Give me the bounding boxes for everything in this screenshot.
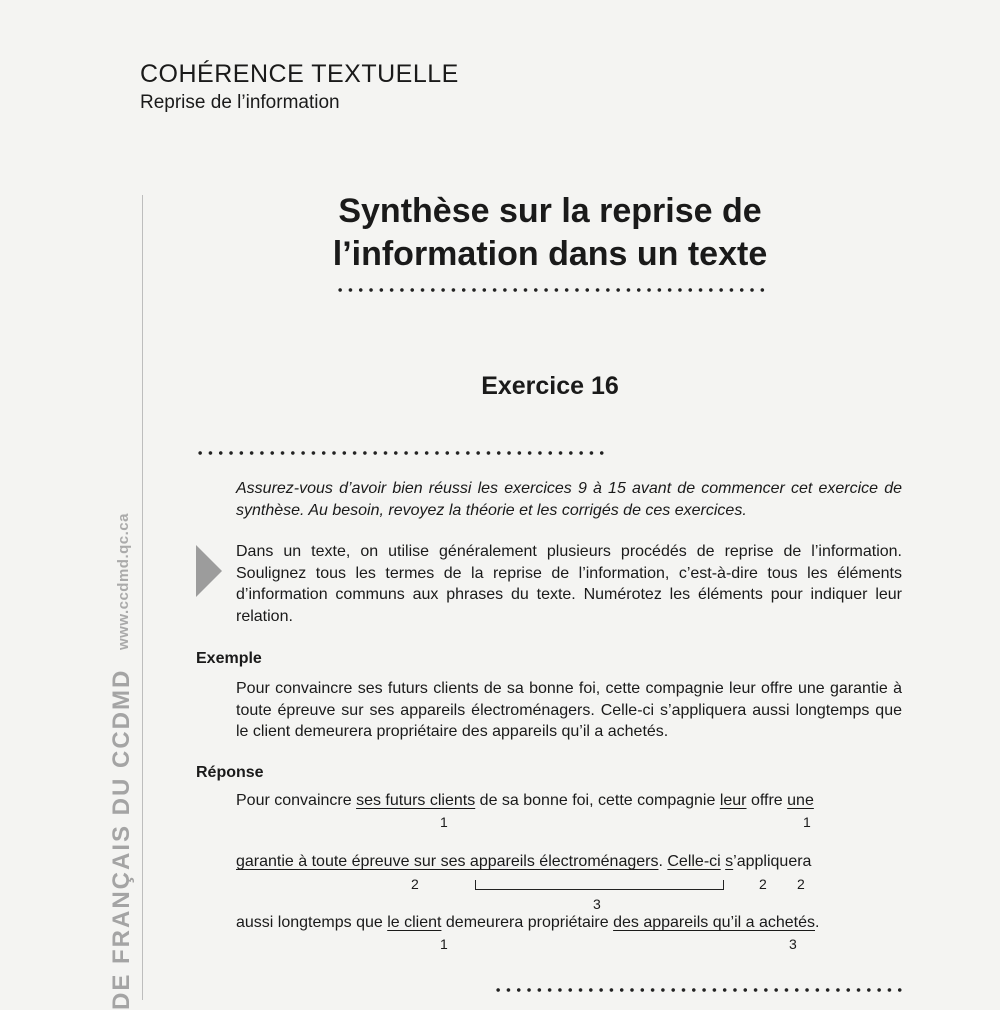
page-title <box>320 190 780 276</box>
answer-line-2: garantie à toute épreuve sur ses appareils électroménagers. Celle-ci s’appliquera <box>236 853 812 870</box>
reprise-number: 3 <box>789 936 797 952</box>
instruction-text: Dans un texte, on utilise généralement plusieurs procédés de reprise de l’information. Soulignez tous les termes de la reprise de l’information, c’est-à-dire tous les éléments d’information communs aux phrases du texte. Numérotez les éléments pour indiquer leur relation. <box>236 543 902 625</box>
reprise-number: 1 <box>803 814 811 830</box>
reprise-number: 2 <box>759 876 767 892</box>
instruction-note: Assurez-vous d’avoir bien réussi les exercices 9 à 15 avant de commencer cet exercice de synthèse. Au besoin, revoyez la théorie et les corrigés de ces exercices. <box>236 480 902 519</box>
example-text: Pour convaincre ses futurs clients de sa bonne foi, cette compagnie leur offre une garantie à toute épreuve sur ses appareils électroménagers. Celle-ci s’appliquera aussi longtemps que le client demeurera propriétaire des appareils qu’il a achetés. <box>236 680 902 740</box>
reprise-term: garantie à toute épreuve sur ses appareils électroménagers <box>236 853 659 870</box>
reprise-term: Celle-ci <box>667 853 721 870</box>
example-label: Exemple <box>196 650 262 667</box>
reprise-number: 1 <box>440 814 448 830</box>
reprise-term: ses futurs clients <box>356 792 476 809</box>
answer-line-1: Pour convaincre ses futurs clients de sa bonne foi, cette compagnie leur offre une <box>236 792 814 809</box>
answer-line-3: aussi longtemps que le client demeurera propriétaire des appareils qu’il a achetés. <box>236 914 820 931</box>
reprise-number: 2 <box>797 876 805 892</box>
reprise-term: s <box>725 853 734 870</box>
arrow-right-icon <box>196 545 222 597</box>
reprise-bracket <box>475 880 724 890</box>
reprise-number: 2 <box>411 876 419 892</box>
reprise-term: leur <box>719 792 747 809</box>
page-title-line-1: Synthèse sur la reprise de <box>338 192 762 230</box>
exercise-title: Exercice 16 <box>481 372 619 400</box>
reprise-term: des appareils qu’il a achetés <box>613 914 815 931</box>
reprise-number: 3 <box>593 896 601 912</box>
title-dotted-rule <box>335 288 765 292</box>
bottom-dotted-rule <box>493 988 903 992</box>
section-title: COHÉRENCE TEXTUELLE <box>140 60 459 88</box>
margin-divider <box>142 195 143 1000</box>
brand-label: DE FRANÇAIS DU CCDMD <box>108 668 135 1010</box>
section-subtitle: Reprise de l’information <box>140 92 340 113</box>
website-label: www.ccdmd.qc.ca <box>115 513 132 650</box>
exercise-dotted-rule <box>195 451 607 455</box>
reprise-term: le client <box>387 914 442 931</box>
answer-label: Réponse <box>196 764 264 781</box>
reprise-term: une <box>787 792 814 809</box>
reprise-number: 1 <box>440 936 448 952</box>
page-title-line-2: l’information dans un texte <box>332 235 768 273</box>
